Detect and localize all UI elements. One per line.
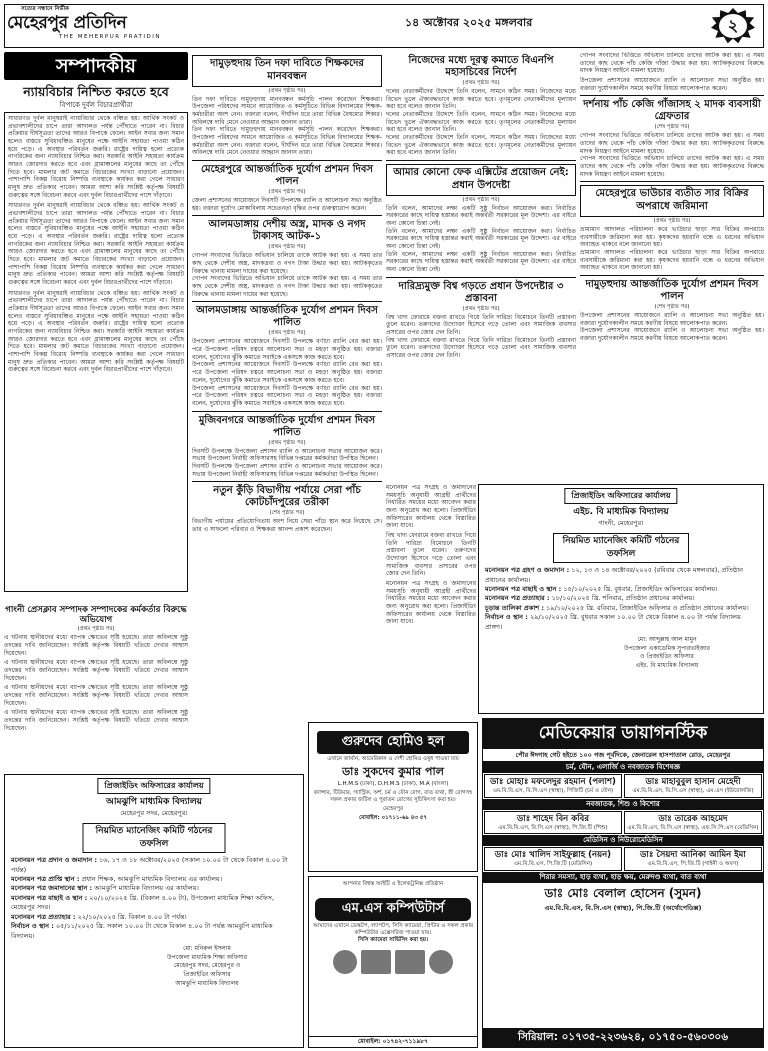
article-body: তিন দফা দাবিতে দামুড়হুদায় মানববন্ধন কর্মসূচি পালন করেছেন শিক্ষকরা। উপজেলা পরিষদের সামনে আয়োজিত এ কর্মসূচিতে বিভিন্ন বিদ্যালয়ের শিক্ষক-কর্মচারীরা অংশ নেন। বক্তারা বলেন, দীর্ঘদিন ধরে তারা বিভিন্ন বৈষম্যের শিকার। অবিলম্বে দাবি মেনে নেওয়ার আহ্বান জানান তারা। bbox=[192, 126, 382, 157]
article-headline[interactable]: আলমডাঙ্গায় আন্তর্জাতিক দুর্যোগ প্রশমন দিবস পালিত bbox=[196, 305, 378, 329]
doctor-name: ডাঃ মোহাঃ মফলেদুর রহমান (পলাশ) bbox=[490, 777, 616, 788]
article-body: উপজেলা প্রশাসনের আয়োজনে দিবসটি উপলক্ষে বর্ণাঢ্য র‍্যালি বের করা হয়। পরে উপজেলা পরিষদ চত্বরে আলোচনা সভা ও মহড়া অনুষ্ঠিত হয়। বক্তারা বলেন, দুর্যোগের ঝুঁকি কমাতে সবাইকে একসঙ্গে কাজ করতে হবে। bbox=[192, 361, 382, 384]
ad-services: ক্যান্সার, টিউমার, গ্যাস্ট্রিক, অর্শ, চর্ম ও যৌন রোগ, বাত ব্যথা, স্ত্রী রোগসহ সকল প্রকার জটিল ও পুরাতন রোগের সুচিকিৎসা করা হয়। bbox=[313, 789, 473, 804]
continuation-note: (প্রথম পৃষ্ঠার পর) bbox=[268, 189, 306, 195]
article-body: মনোনয়ন পত্র সংগ্রহ ও জমাদানের সময়সূচি অনুযায়ী আগ্রহী প্রার্থীদের নির্ধারিত সময়ের মধ্যে আবেদন করার জন্য অনুরোধ করা হলো। প্রিজাইডিং অফিসারের কার্যালয় থেকে বিস্তারিত জানা যাবে। bbox=[386, 484, 476, 530]
article-body: উপজেলা প্রশাসনের আয়োজনে র‍্যালি ও আলোচনা সভা অনুষ্ঠিত হয়। বক্তারা দুর্যোগকালীন সময়ে করণীয় বিষয়ে আলোকপাত করেন। bbox=[580, 312, 764, 327]
page-number-badge bbox=[711, 8, 755, 44]
doctor-card bbox=[624, 774, 762, 798]
article-headline[interactable]: মুজিবনগরে আন্তর্জাতিক দুর্যোগ প্রশমন দিবস পালিত bbox=[198, 414, 376, 438]
divider bbox=[386, 160, 576, 161]
signature-line: মো: মনিরুল ইসলাম bbox=[183, 944, 231, 952]
article-headline[interactable]: মেহেরপুরে ভাউচার ব্যতীত সার বিক্রির অপরাধে জরিমানা bbox=[580, 185, 764, 217]
schedule-key: মনোনয়ন পত্র গ্রহণ ও জমাদান : bbox=[485, 566, 570, 575]
signature-line: উপজেলা একাডেমিক সুপারভাইজার bbox=[624, 644, 710, 652]
logo-english: THE MEHERPUR PRATIDIN bbox=[59, 34, 161, 41]
editorial-subhead: বিপাকে দুর্বল বিচারপ্রার্থীরা bbox=[59, 101, 133, 109]
article bbox=[192, 305, 382, 407]
continuation-note: (প্রথম পৃষ্ঠার পর) bbox=[462, 80, 500, 86]
continuation-note: (প্রথম পৃষ্ঠার পর) bbox=[653, 218, 691, 225]
editorial-column bbox=[4, 52, 188, 598]
schedule-row bbox=[11, 913, 297, 922]
newspaper-logo[interactable] bbox=[7, 6, 203, 46]
article-body: দলের নেতাকর্মীদের উদ্দেশে তিনি বলেন, সামনে কঠিন সময়। নিজেদের মধ্যে বিভেদ ভুলে ঐক্যবদ্ধভাবে কাজ করতে হবে। তৃণমূলের নেতাকর্মীদের মূল্যায়ন করা হবে বলেও জানান তিনি। bbox=[386, 88, 576, 111]
continuation-note: (শেষ পৃষ্ঠার পর) bbox=[654, 124, 690, 131]
ad-medicare-diagnostic[interactable] bbox=[482, 718, 764, 1048]
article-body: বিভাগীয় পর্যায়ের প্রতিযোগিতায় অংশ নিয়ে সেরা পাঁচে স্থান করে নিয়েছে সে। তার এ সাফল্যে পরিবার ও শিক্ষকরা আনন্দ প্রকাশ করেছেন। bbox=[192, 518, 382, 533]
schedule-row bbox=[11, 894, 297, 913]
article bbox=[192, 219, 382, 298]
article bbox=[192, 415, 382, 479]
divider bbox=[192, 411, 382, 412]
doctor-degree: এম.বি.বি.এস, বি.সি.এস (স্বাস্থ্য), পি.জি.টি (শিশু) bbox=[498, 824, 608, 831]
article-body: গোপন সংবাদের ভিত্তিতে অভিযান চালিয়ে তাদের আটক করা হয়। এ সময় তাদের কাছ থেকে পাঁচ কেজি গাঁজা উদ্ধার করা হয়। আটককৃতদের বিরুদ্ধে মাদক নিয়ন্ত্রণ আইনে মামলা হয়েছে। bbox=[580, 52, 764, 75]
article-body: বিশ্ব খাদ্য ফোরামে বক্তব্য রাখতে গিয়ে তিনি দারিদ্র্য বিমোচনে তিনটি প্রস্তাবনা তুলে ধরেন। তরুণদের উদ্যোক্তা হিসেবে গড়ে তোলা এবং সামাজিক ব্যবসার প্রসারের ওপর জোর দেন তিনি। bbox=[386, 313, 576, 337]
notice-address: গাংনী, মেহেরপুর। bbox=[598, 518, 644, 527]
article bbox=[192, 55, 382, 157]
article bbox=[192, 164, 382, 212]
article-headline[interactable]: আমার কোনো ফেক এক্সিটের প্রয়োজন নেই: প্রধান উপদেষ্টা bbox=[386, 164, 576, 196]
editorial-paragraph: সাধারণত দুর্বল মানুষরাই ন্যায়বিচার থেকে বঞ্চিত হয়। আর্থিক সংকট ও প্রভাবশালীদের চাপে তারা আদালত পর্যন্ত পৌঁছাতে পারেন না। বিচার প্রক্রিয়ার দীর্ঘসূত্রতা তাদের আরও বিপাকে ফেলে। আইন সবার জন্য সমান হলেও বাস্তবে সুবিধাবঞ্চিত মানুষের পক্ষে আইনি সহায়তা পাওয়া কঠিন হয়ে পড়ে। এ অবস্থার পরিবর্তন জরুরি। রাষ্ট্রের দায়িত্ব হলো প্রত্যেক নাগরিকের জন্য ন্যায়বিচার নিশ্চিত করা। সরকারি আইনি সহায়তা কার্যক্রম আরও জোরদার করতে হবে এবং গ্রামাঞ্চলের মানুষের কাছে তা পৌঁছে দিতে হবে। মামলার জট কমাতে বিচারকের সংখ্যা বাড়ানো প্রয়োজন। পাশাপাশি বিকল্প বিরোধ নিষ্পত্তি ব্যবস্থাকে কার্যকর করা গেলে সাধারণ মানুষ দ্রুত প্রতিকার পাবেন। আমরা আশা করি সংশ্লিষ্ট কর্তৃপক্ষ বিষয়টি গুরুত্বের সঙ্গে বিবেচনা করবে এবং দুর্বল বিচারপ্রার্থীদের পাশে দাঁড়াবে। bbox=[8, 202, 184, 287]
specialty-band: শিরার সমস্যা, হাড় ব্যথা, হাড় ক্ষয়, মেরুদণ্ড ব্যথা, বাত ব্যথা bbox=[483, 872, 763, 883]
schedule-value: ০৫/১১/২০২৫ খ্রি. সকাল ১০.০০ টা থেকে বিকাল ৪.০০ টা পর্যন্ত আমঝুপি মাধ্যমিক বিদ্যালয়। bbox=[11, 922, 273, 940]
schedule-value: ১৯/১০/২০২৫ খ্রি. রবিবার, প্রিজাইডিং অফিসার ও প্রতিষ্ঠান প্রধানের কার্যালয়। bbox=[546, 603, 749, 612]
divider bbox=[192, 215, 382, 216]
ad-ms-computers[interactable] bbox=[308, 876, 478, 1048]
article-body: বিশ্ব খাদ্য ফোরামে বক্তব্য রাখতে গিয়ে তিনি দারিদ্র্য বিমোচনে তিনটি প্রস্তাবনা তুলে ধরেন। তরুণদের উদ্যোক্তা হিসেবে গড়ে তোলা এবং সামাজিক ব্যবসার প্রসারের ওপর জোর দেন তিনি। bbox=[386, 336, 576, 360]
notice-title: নিয়মিত ম্যানেজিং কমিটি গঠনের তফসিল bbox=[553, 533, 689, 563]
doctor-card bbox=[484, 774, 622, 798]
specialty-band: নবজাতক, শিশু ও কিশোর bbox=[483, 799, 763, 810]
signature-line: মো: আব্দুল্লাহ আল মামুন bbox=[637, 636, 697, 644]
schedule-value: ১২, ১৩ ও ১৪ অক্টোবর/২০২৫ (রবিবার থেকে মঙ্গলবার), প্রতিষ্ঠান প্রধানের কার্যালয়। bbox=[485, 566, 743, 584]
article bbox=[580, 185, 764, 272]
ad-doctor-name: ডাঃ সুকদেব কুমার পাল bbox=[342, 764, 444, 778]
doctor-name: ডাঃ মাহাবুবুল হাসান মেহেদী bbox=[645, 777, 741, 788]
article-body: এ ঘটনায় স্থানীয়দের মধ্যে ব্যাপক ক্ষোভের সৃষ্টি হয়েছে। তারা অবিলম্বে সুষ্ঠু তদন্তের দাবি জানিয়েছেন। সংশ্লিষ্ট কর্তৃপক্ষ বিষয়টি খতিয়ে দেখার আশ্বাস দিয়েছেন। bbox=[4, 634, 188, 657]
chief-doctor-name: ডাঃ মোঃ বেলাল হোসেন (সুমন) bbox=[544, 886, 702, 901]
notice-signature bbox=[577, 636, 757, 671]
notice-school: আমঝুপি মাধ্যমিক বিদ্যালয় bbox=[106, 796, 202, 807]
divider bbox=[192, 481, 382, 482]
article-body: দলের নেতাকর্মীদের উদ্দেশে তিনি বলেন, সামনে কঠিন সময়। নিজেদের মধ্যে বিভেদ ভুলে ঐক্যবদ্ধভাবে কাজ করতে হবে। তৃণমূলের নেতাকর্মীদের মূল্যায়ন করা হবে বলেও জানান তিনি। bbox=[386, 111, 576, 134]
article-body: মনোনয়ন পত্র সংগ্রহ ও জমাদানের সময়সূচি অনুযায়ী আগ্রহী প্রার্থীদের নির্ধারিত সময়ের মধ্যে আবেদন করার জন্য অনুরোধ করা হলো। প্রিজাইডিং অফিসারের কার্যালয় থেকে বিস্তারিত জানা যাবে। bbox=[386, 580, 476, 626]
serial-phone: সিরিয়াল: ০১৭৩৫-২২৩৬২৪, ০১৭৫০-৫৬০৩০৬ bbox=[483, 1028, 763, 1047]
schedule-key: চূড়ান্ত তালিকা প্রকাশ : bbox=[485, 603, 544, 612]
article-headline[interactable]: দামুড়হুদায় তিন দফা দাবিতে শিক্ষকদের মানববন্ধন bbox=[192, 55, 382, 87]
article bbox=[580, 99, 764, 178]
doctor-name: ডাঃ মোঃ খালিদ সাইফুল্লাহ (নয়ন) bbox=[494, 850, 612, 861]
notice-address: মেহেরপুর সদর, মেহেরপুর। bbox=[120, 808, 188, 817]
notice-school: এইচ. বি মাধ্যমিক বিদ্যালয় bbox=[573, 506, 669, 517]
doctor-degree: এম.বি.বি.এস, পি.জি.টি (মেডিসিন) bbox=[513, 861, 593, 868]
election-notice-amjhupi-school bbox=[4, 774, 304, 1048]
doctor-card bbox=[484, 811, 622, 835]
schedule-key: নির্বাচন ও স্থান : bbox=[485, 613, 528, 622]
doctor-grid bbox=[483, 810, 763, 836]
news-column-5 bbox=[386, 484, 476, 722]
article-headline[interactable]: নিজেদের মধ্যে দূরত্ব কমাতে বিএনপি মহাসচিবের নির্দেশ bbox=[408, 55, 554, 78]
schedule-value: ১৬, ১৭ ও ১৮ অক্টোবর/২০২৫ (সকাল ১০.০০ টা থেকে বিকাল ৪.০০ টা পর্যন্ত) bbox=[11, 856, 288, 874]
article-body: এ ঘটনায় স্থানীয়দের মধ্যে ব্যাপক ক্ষোভের সৃষ্টি হয়েছে। তারা অবিলম্বে সুষ্ঠু তদন্তের দাবি জানিয়েছেন। সংশ্লিষ্ট কর্তৃপক্ষ বিষয়টি খতিয়ে দেখার আশ্বাস দিয়েছেন। bbox=[4, 684, 188, 707]
ad-brand: এম.এস কম্পিউটার্স bbox=[315, 898, 471, 921]
issue-date: ১৪ অক্টোবর ২০২৫ মঙ্গলবার bbox=[405, 16, 533, 29]
article-headline[interactable]: মেহেরপুরে আন্তর্জাতিক দুর্যোগ প্রশমন দিবস পালন bbox=[200, 164, 374, 187]
article-body: দিবসটি উপলক্ষে উপজেলা প্রশাসন র‍্যালি ও আলোচনা সভার আয়োজন করে। সভায় উপজেলা নির্বাহী অফিসারসহ বিভিন্ন দপ্তরের কর্মকর্তারা উপস্থিত ছিলেন। bbox=[192, 447, 382, 463]
article-headline[interactable]: গাংনী প্রেসক্লাব সম্পাদক সম্পাদকের কর্মকর্তার বিরুদ্ধে অভিযোগ bbox=[5, 605, 187, 626]
schedule-key: মনোনয়ন পত্র বাছাই ও স্থান : bbox=[11, 893, 88, 902]
doctor-name: ডাঃ তারেক আহমেদ bbox=[658, 813, 728, 824]
editorial-paragraph: সাধারণত দুর্বল মানুষরাই ন্যায়বিচার থেকে বঞ্চিত হয়। আর্থিক সংকট ও প্রভাবশালীদের চাপে তারা আদালত পর্যন্ত পৌঁছাতে পারেন না। বিচার প্রক্রিয়ার দীর্ঘসূত্রতা তাদের আরও বিপাকে ফেলে। আইন সবার জন্য সমান হলেও বাস্তবে সুবিধাবঞ্চিত মানুষের পক্ষে আইনি সহায়তা পাওয়া কঠিন হয়ে পড়ে। এ অবস্থার পরিবর্তন জরুরি। রাষ্ট্রের দায়িত্ব হলো প্রত্যেক নাগরিকের জন্য ন্যায়বিচার নিশ্চিত করা। সরকারি আইনি সহায়তা কার্যক্রম আরও জোরদার করতে হবে এবং গ্রামাঞ্চলের মানুষের কাছে তা পৌঁছে দিতে হবে। মামলার জট কমাতে বিচারকের সংখ্যা বাড়ানো প্রয়োজন। পাশাপাশি বিকল্প বিরোধ নিষ্পত্তি ব্যবস্থাকে কার্যকর করা গেলে সাধারণ মানুষ দ্রুত প্রতিকার পাবেন। আমরা আশা করি সংশ্লিষ্ট কর্তৃপক্ষ বিষয়টি গুরুত্বের সঙ্গে বিবেচনা করবে এবং দুর্বল বিচারপ্রার্থীদের পাশে দাঁড়াবে। bbox=[8, 289, 184, 374]
schedule-row bbox=[485, 604, 757, 613]
schedule-key: মনোনয়ন পত্র বাছাই ও স্থান : bbox=[485, 585, 562, 593]
schedule-key: নির্বাচন ও স্থান : bbox=[11, 922, 54, 931]
ad-line: সিসি ক্যামেরা সার্ভিসিং করা হয়। bbox=[357, 937, 429, 944]
dome-camera-icon bbox=[429, 950, 453, 974]
signature-line: এইচ. বি মাধ্যমিক বিদ্যালয় bbox=[635, 662, 699, 670]
schedule-row bbox=[485, 585, 757, 594]
continuation-note: (প্রথম পৃষ্ঠার পর) bbox=[268, 330, 306, 337]
article-body: উপজেলা প্রশাসনের আয়োজনে র‍্যালি ও আলোচনা সভা অনুষ্ঠিত হয়। বক্তারা দুর্যোগকালীন সময়ে করণীয় বিষয়ে আলোকপাত করেন। bbox=[580, 77, 764, 92]
divider bbox=[580, 275, 764, 276]
continuation-note: (প্রথম পৃষ্ঠার পর) bbox=[268, 244, 306, 251]
signature-line: প্রিজাইডিং অফিসার bbox=[183, 971, 231, 979]
schedule-key: মনোনয়ন পত্র প্রাপ্তি স্থান : bbox=[11, 875, 80, 883]
article bbox=[580, 279, 764, 343]
article-body: গোপন সংবাদের ভিত্তিতে অভিযান চালিয়ে তাকে আটক করা হয়। এ সময় তার কাছ থেকে দেশীয় অস্ত্র, মাদকদ্রব্য ও নগদ টাকা উদ্ধার করা হয়। আটককৃতের বিরুদ্ধে থানায় মামলা দায়ের করা হয়েছে। bbox=[192, 252, 382, 275]
schedule-value: ২০/১০/২০২৫ খ্রি. (বিকাল ৪.০০ টা), উপজেলা মাধ্যমিক শিক্ষা অফিস, মেহেরপুর সদর। bbox=[11, 893, 274, 912]
article-body: তিনি বলেন, আমাদের লক্ষ্য একটি সুষ্ঠু নির্বাচন আয়োজন করা। নির্বাচিত সরকারের কাছে দায়িত্ব হস্তান্তর করাই অন্তর্বর্তী সরকারের মূল উদ্দেশ্য। এর বাইরে অন্য কোনো চিন্তা নেই। bbox=[386, 227, 576, 251]
schedule-value: ২২/১০/২০২৫ খ্রি. বিকাল ৪.০০ টা পর্যন্ত। bbox=[77, 912, 187, 921]
article-body: তিন দফা দাবিতে দামুড়হুদায় মানববন্ধন কর্মসূচি পালন করেছেন শিক্ষকরা। উপজেলা পরিষদের সামনে আয়োজিত এ কর্মসূচিতে বিভিন্ন বিদ্যালয়ের শিক্ষক-কর্মচারীরা অংশ নেন। বক্তারা বলেন, দীর্ঘদিন ধরে তারা বিভিন্ন বৈষম্যের শিকার। অবিলম্বে দাবি মেনে নেওয়ার আহ্বান জানান তারা। bbox=[192, 95, 382, 126]
ad-tag: আপনার বিশ্বস্ত আইটি ও ইলেকট্রনিক্স প্রতিষ্ঠান bbox=[342, 881, 444, 887]
logo-name: মেহেরপুর প্রতিদিন bbox=[7, 13, 127, 34]
article-body: তিনি বলেন, আমাদের লক্ষ্য একটি সুষ্ঠু নির্বাচন আয়োজন করা। নির্বাচিত সরকারের কাছে দায়িত্ব হস্তান্তর করাই অন্তর্বর্তী সরকারের মূল উদ্দেশ্য। এর বাইরে অন্য কোনো চিন্তা নেই। bbox=[386, 250, 576, 274]
editorial-body bbox=[4, 112, 188, 592]
ad-brand: মেডিকেয়ার ডায়াগনস্টিক bbox=[483, 719, 763, 749]
schedule-key: মনোনয়ন পত্র প্রত্যাহার : bbox=[485, 594, 550, 603]
specialty-band: চর্ম, যৌন, এলার্জি ও নবজাতক বিশেষজ্ঞ bbox=[483, 762, 763, 773]
ad-line: এখানে জার্মান, আমেরিকান ও দেশী হোমিও ওষুধ পাওয়া যায় bbox=[327, 755, 459, 762]
schedule-value: ২৯/১০/২০২৫ খ্রি. বুধবার সকাল ১০.০০ টা থেকে বিকাল ৪.০০ টা পর্যন্ত বিদ্যালয় প্রাঙ্গণ। bbox=[485, 613, 741, 631]
schedule-row bbox=[11, 922, 297, 941]
doctor-grid bbox=[483, 773, 763, 799]
doctor-card bbox=[624, 811, 762, 835]
article-body: এ ঘটনায় স্থানীয়দের মধ্যে ব্যাপক ক্ষোভের সৃষ্টি হয়েছে। তারা অবিলম্বে সুষ্ঠু তদন্তের দাবি জানিয়েছেন। সংশ্লিষ্ট কর্তৃপক্ষ বিষয়টি খতিয়ে দেখার আশ্বাস দিয়েছেন। bbox=[4, 709, 188, 732]
article bbox=[386, 281, 576, 360]
divider bbox=[192, 160, 382, 161]
schedule-value: ১৮/১০/২০২৫ খ্রি. শনিবার, প্রতিষ্ঠান প্রধানের কার্যালয়। bbox=[551, 594, 695, 603]
specialty-band: মেডিসিন ও নিউরোমেডিসিন bbox=[483, 835, 763, 846]
schedule-value: আমঝুপি মাধ্যমিক বিদ্যালয় এর কার্যালয়। bbox=[94, 884, 199, 893]
article-body: দলের নেতাকর্মীদের উদ্দেশে তিনি বলেন, সামনে কঠিন সময়। নিজেদের মধ্যে বিভেদ ভুলে ঐক্যবদ্ধভাবে কাজ করতে হবে। তৃণমূলের নেতাকর্মীদের মূল্যায়ন করা হবে বলেও জানান তিনি। bbox=[386, 134, 576, 157]
schedule-value: ১৫/১০/২০২৫ খ্রি. বুধবার, প্রিজাইডিং অফিসারের কার্যালয়। bbox=[563, 585, 718, 593]
schedule-key: মনোনয়ন পত্র প্রত্যাহার : bbox=[11, 912, 76, 921]
ad-degrees: L.H.M.S (ঢাকা), D.H.M.S (ঢাকা), M.A (বাংলা) bbox=[337, 780, 449, 787]
notice-office: প্রিজাইডিং অফিসারের কার্যালয় bbox=[564, 488, 677, 504]
editorial-paragraph: সাধারণত দুর্বল মানুষরাই ন্যায়বিচার থেকে বঞ্চিত হয়। আর্থিক সংকট ও প্রভাবশালীদের চাপে তারা আদালত পর্যন্ত পৌঁছাতে পারেন না। বিচার প্রক্রিয়ার দীর্ঘসূত্রতা তাদের আরও বিপাকে ফেলে। আইন সবার জন্য সমান হলেও বাস্তবে সুবিধাবঞ্চিত মানুষের পক্ষে আইনি সহায়তা পাওয়া কঠিন হয়ে পড়ে। এ অবস্থার পরিবর্তন জরুরি। রাষ্ট্রের দায়িত্ব হলো প্রত্যেক নাগরিকের জন্য ন্যায়বিচার নিশ্চিত করা। সরকারি আইনি সহায়তা কার্যক্রম আরও জোরদার করতে হবে এবং গ্রামাঞ্চলের মানুষের কাছে তা পৌঁছে দিতে হবে। মামলার জট কমাতে বিচারকের সংখ্যা বাড়ানো প্রয়োজন। পাশাপাশি বিকল্প বিরোধ নিষ্পত্তি ব্যবস্থাকে কার্যকর করা গেলে সাধারণ মানুষ দ্রুত প্রতিকার পাবেন। আমরা আশা করি সংশ্লিষ্ট কর্তৃপক্ষ বিষয়টি গুরুত্বের সঙ্গে বিবেচনা করবে এবং দুর্বল বিচারপ্রার্থীদের পাশে দাঁড়াবে। bbox=[8, 114, 184, 199]
continuation-note: (প্রথম পৃষ্ঠার পর) bbox=[462, 196, 500, 203]
article-headline[interactable]: নতুন কুঁড়ি বিভাগীয় পর্যায়ে সেরা পাঁচ কোটচাঁদপুরের তরীকা bbox=[213, 485, 361, 509]
continuation-note: (শেষ পৃষ্ঠার পর) bbox=[654, 304, 690, 311]
editorial-banner: সম্পাদকীয় bbox=[4, 52, 188, 80]
article-body: গোপন সংবাদের ভিত্তিতে অভিযান চালিয়ে তাকে আটক করা হয়। এ সময় তার কাছ থেকে দেশীয় অস্ত্র, মাদকদ্রব্য ও নগদ টাকা উদ্ধার করা হয়। আটককৃতের বিরুদ্ধে থানায় মামলা দায়ের করা হয়েছে। bbox=[192, 275, 382, 298]
doctor-card bbox=[484, 847, 622, 871]
printer-icon bbox=[395, 950, 425, 974]
schedule-key: মনোনয়ন পত্র জমাদানের স্থান : bbox=[11, 884, 93, 893]
article-body: উপজেলা প্রশাসনের আয়োজনে দিবসটি উপলক্ষে বর্ণাঢ্য র‍্যালি বের করা হয়। পরে উপজেলা পরিষদ চত্বরে আলোচনা সভা ও মহড়া অনুষ্ঠিত হয়। বক্তারা বলেন, দুর্যোগের ঝুঁকি কমাতে সবাইকে একসঙ্গে কাজ করতে হবে। bbox=[192, 338, 382, 361]
ad-address: পৌর ঈদগাহ গেট হইতে ১০০ গজ পূর্বদিকে, জেনারেল হাসপাতাল রোড, মেহেরপুর bbox=[483, 749, 763, 762]
logo-tagline: সত্যের সন্ধানে নির্ভীক bbox=[21, 6, 69, 12]
article-body: গোপন সংবাদের ভিত্তিতে অভিযান চালিয়ে তাদের আটক করা হয়। এ সময় তাদের কাছ থেকে পাঁচ কেজি গাঁজা উদ্ধার করা হয়। আটককৃতদের বিরুদ্ধে মাদক নিয়ন্ত্রণ আইনে মামলা হয়েছে। bbox=[580, 155, 764, 178]
schedule-key: মনোনয়ন পত্র প্রদান ও জমাদান : bbox=[11, 856, 97, 865]
cctv-camera-icon bbox=[333, 950, 357, 974]
article-body: ভ্রাম্যমাণ আদালত পরিচালনা করে ভাউচার ছাড়া সার বিক্রির অপরাধে ব্যবসায়ীকে জরিমানা করা হয়। কৃষকদের হয়রানি বন্ধে এ ধরনের অভিযান অব্যাহত থাকবে বলে জানানো হয়। bbox=[580, 226, 764, 249]
doctor-grid bbox=[483, 846, 763, 872]
news-column-4 bbox=[580, 52, 764, 482]
continuation-note: (শেষ পৃষ্ঠার পর) bbox=[269, 510, 305, 517]
article-headline[interactable]: দর্শনায় পাঁচ কেজি গাঁজাসহ ২ মাদক ব্যবসায়ী গ্রেফতার bbox=[583, 99, 761, 123]
news-column-2 bbox=[192, 52, 382, 730]
ad-phone: মোবাইল: ০১৭৪২-৭১১৯৮৭ bbox=[309, 1036, 477, 1047]
article-headline[interactable]: দামুড়হুদায় আন্তর্জাতিক দুর্যোগ প্রশমন দিবস পালন bbox=[585, 279, 759, 303]
article-gangni bbox=[4, 602, 188, 770]
election-notice-hb-school bbox=[478, 484, 764, 714]
article-body: দিবসটি উপলক্ষে উপজেলা প্রশাসন র‍্যালি ও আলোচনা সভার আয়োজন করে। সভায় উপজেলা নির্বাহী অফিসারসহ বিভিন্ন দপ্তরের কর্মকর্তারা উপস্থিত ছিলেন। bbox=[192, 462, 382, 478]
article-body: ভ্রাম্যমাণ আদালত পরিচালনা করে ভাউচার ছাড়া সার বিক্রির অপরাধে ব্যবসায়ীকে জরিমানা করা হয়। কৃষকদের হয়রানি বন্ধে এ ধরনের অভিযান অব্যাহত থাকবে বলে জানানো হয়। bbox=[580, 249, 764, 272]
signature-line: উপজেলা মাধ্যমিক শিক্ষা অফিসার bbox=[166, 953, 248, 961]
article-headline[interactable]: দারিদ্র্যমুক্ত বিশ্ব গড়তে প্রধান উপদেষ্টার ৩ প্রস্তাবনা bbox=[398, 280, 564, 304]
continuation-note: (প্রথম পৃষ্ঠার পর) bbox=[77, 626, 115, 633]
page-number: ২ bbox=[719, 14, 747, 38]
article-body: উপজেলা প্রশাসনের আয়োজনে দিবসটি উপলক্ষে বর্ণাঢ্য র‍্যালি বের করা হয়। পরে উপজেলা পরিষদ চত্বরে আলোচনা সভা ও মহড়া অনুষ্ঠিত হয়। বক্তারা বলেন, দুর্যোগের ঝুঁকি কমাতে সবাইকে একসঙ্গে কাজ করতে হবে। bbox=[192, 384, 382, 407]
ad-products bbox=[309, 950, 477, 974]
continuation-note: (প্রথম পৃষ্ঠার পর) bbox=[462, 305, 500, 312]
doctor-degree: এম.বি.বি.এস, বি.সি.এস (স্বাস্থ্য), এফ.সি.পি.এস (মেডিসিন) bbox=[627, 824, 759, 831]
notice-office: প্রিজাইডিং অফিসারের কার্যালয় bbox=[97, 778, 210, 794]
article-body: উপজেলা প্রশাসনের আয়োজনে র‍্যালি ও আলোচনা সভা অনুষ্ঠিত হয়। বক্তারা দুর্যোগকালীন সময়ে করণীয় বিষয়ে আলোকপাত করেন। bbox=[580, 327, 764, 343]
news-column-3 bbox=[386, 52, 576, 482]
article-body: গোপন সংবাদের ভিত্তিতে অভিযান চালিয়ে তাদের আটক করা হয়। এ সময় তাদের কাছ থেকে পাঁচ কেজি গাঁজা উদ্ধার করা হয়। আটককৃতদের বিরুদ্ধে মাদক নিয়ন্ত্রণ আইনে মামলা হয়েছে। bbox=[580, 132, 764, 155]
schedule-value: প্রধান শিক্ষক, আমঝুপি মাধ্যমিক বিদ্যালয় এর কার্যালয়। bbox=[81, 875, 223, 883]
continuation-note: (প্রথম পৃষ্ঠার পর) bbox=[268, 87, 306, 94]
signature-line: মেহেরপুর সদর, মেহেরপুর ও bbox=[173, 962, 241, 970]
article bbox=[386, 55, 576, 157]
ad-brand: গুরুদেব হোমিও হল bbox=[317, 731, 469, 754]
article-body: জেলা প্রশাসনের আয়োজনে দিবসটি উপলক্ষে র‍্যালি ও আলোচনা সভা অনুষ্ঠিত হয়। বক্তারা দুর্যোগ মোকাবিলায় সচেতনতা বৃদ্ধির ওপর গুরুত্বারোপ করেন। bbox=[192, 197, 382, 212]
article-body: তিনি বলেন, আমাদের লক্ষ্য একটি সুষ্ঠু নির্বাচন আয়োজন করা। নির্বাচিত সরকারের কাছে দায়িত্ব হস্তান্তর করাই অন্তর্বর্তী সরকারের মূল উদ্দেশ্য। এর বাইরে অন্য কোনো চিন্তা নেই। bbox=[386, 204, 576, 228]
divider bbox=[192, 301, 382, 302]
ad-gurudev-homeo[interactable] bbox=[308, 722, 478, 872]
schedule-row bbox=[11, 884, 297, 893]
ad-line: আমাদের এখানে ডেস্কটপ, ল্যাপটপ, সিসি ক্যামেরা, প্রিন্টার ও সকল প্রকার কম্পিউটার এক্সেসরিজ পাওয়া যায়। bbox=[313, 922, 473, 936]
doctor-name: ডাঃ সৈয়দা আনিকা আমিন ইমা bbox=[640, 850, 746, 861]
chief-doctor-degree: এম.বি.বি.এস, বি.সি.এস (স্বাস্থ্য), পি.জি.টি (অর্থোপেডিক্স) bbox=[544, 904, 702, 913]
schedule-row bbox=[11, 856, 297, 875]
doctor-name: ডাঃ শাহেদ বিন কবির bbox=[517, 813, 589, 824]
divider bbox=[386, 277, 576, 278]
monitor-icon bbox=[361, 950, 391, 974]
ad-phone: মোবাইল: ০১৭১১-৬৯ ৪৩ ৫৭ bbox=[358, 815, 427, 822]
schedule-row bbox=[485, 613, 757, 632]
doctor-degree: এম.বি.বি.এস, বি.সি.এস (স্বাস্থ্য), এম.এস (ইউরোলজি) bbox=[632, 787, 754, 794]
article-body: বিশ্ব খাদ্য ফোরামে বক্তব্য রাখতে গিয়ে তিনি দারিদ্র্য বিমোচনে তিনটি প্রস্তাবনা তুলে ধরেন। তরুণদের উদ্যোক্তা হিসেবে গড়ে তোলা এবং সামাজিক ব্যবসার প্রসারের ওপর জোর দেন তিনি। bbox=[386, 532, 476, 578]
doctor-degree: এম.বি.বি.এস, পি.জি.টি (গাইনী ও অবস) bbox=[647, 861, 739, 868]
doctor-degree: এম.বি.বি.এস, বি.সি.এস (স্বাস্থ্য), পিজিটি (চর্ম ও যৌন) bbox=[492, 787, 614, 794]
editorial-headline[interactable]: ন্যায়বিচার নিশ্চিত করতে হবে bbox=[23, 84, 169, 99]
signature-line: আমঝুপি মাধ্যমিক বিদ্যালয় bbox=[175, 979, 239, 987]
divider bbox=[580, 181, 764, 182]
divider bbox=[580, 95, 764, 96]
signature-line: ও প্রিজাইডিং অফিসার bbox=[640, 653, 694, 661]
article-headline[interactable]: আলমডাঙ্গায় দেশীয় অস্ত্র, মাদক ও নগদ টাকাসহ আটক-১ bbox=[208, 219, 366, 243]
notice-title: নিয়মিত ম্যানেজিং কমিটি গঠনের তফসিল bbox=[83, 823, 226, 853]
doctor-card bbox=[624, 847, 762, 871]
article bbox=[386, 164, 576, 274]
article-body: এ ঘটনায় স্থানীয়দের মধ্যে ব্যাপক ক্ষোভের সৃষ্টি হয়েছে। তারা অবিলম্বে সুষ্ঠু তদন্তের দাবি জানিয়েছেন। সংশ্লিষ্ট কর্তৃপক্ষ বিষয়টি খতিয়ে দেখার আশ্বাস দিয়েছেন। bbox=[4, 659, 188, 682]
article bbox=[192, 485, 382, 533]
continuation-note: (প্রথম পৃষ্ঠার পর) bbox=[268, 439, 306, 446]
schedule-row bbox=[485, 594, 757, 603]
masthead bbox=[4, 4, 764, 48]
notice-signature bbox=[117, 945, 297, 988]
schedule-row bbox=[11, 875, 297, 884]
ad-address: মেহেরপুর bbox=[382, 806, 404, 813]
schedule-row bbox=[485, 566, 757, 585]
